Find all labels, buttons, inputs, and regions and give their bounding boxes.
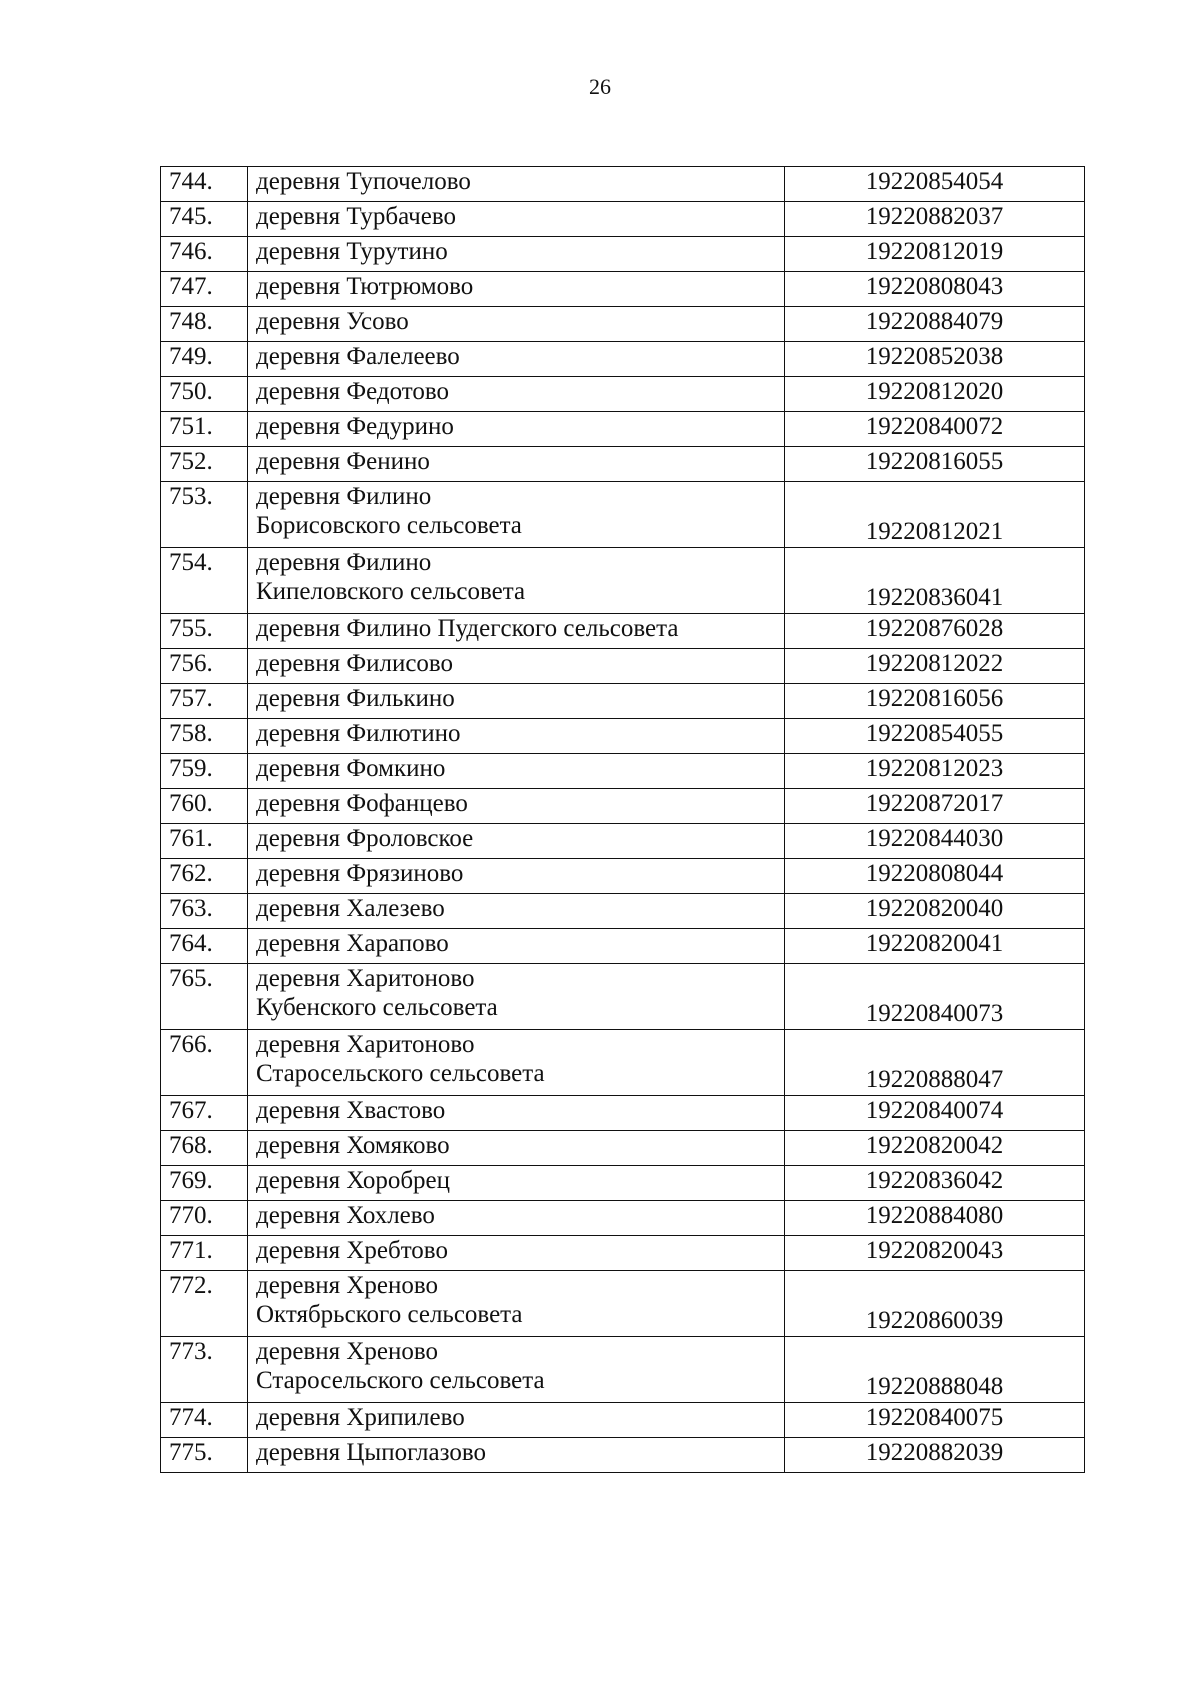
row-number: 774. bbox=[161, 1403, 248, 1438]
oktmo-code: 19220840072 bbox=[785, 412, 1085, 447]
settlement-name-line: деревня Усово bbox=[256, 308, 409, 335]
settlement-name-line: Кипеловского сельсовета bbox=[256, 578, 526, 605]
settlement-name bbox=[248, 824, 785, 859]
settlement-name-line: деревня Филисово bbox=[256, 650, 454, 677]
settlement-name bbox=[248, 1236, 785, 1271]
settlement-name bbox=[248, 684, 785, 719]
row-number: 772. bbox=[161, 1271, 248, 1337]
oktmo-code: 19220812023 bbox=[785, 754, 1085, 789]
settlement-name-line: деревня Харитоново bbox=[256, 1031, 475, 1058]
settlement-name bbox=[248, 1166, 785, 1201]
settlement-name-line: деревня Фенино bbox=[256, 448, 430, 475]
oktmo-code: 19220852038 bbox=[785, 342, 1085, 377]
table-row bbox=[161, 754, 1085, 789]
row-number: 760. bbox=[161, 789, 248, 824]
oktmo-code: 19220854055 bbox=[785, 719, 1085, 754]
settlement-name bbox=[248, 1403, 785, 1438]
settlement-name bbox=[248, 167, 785, 202]
settlement-name bbox=[248, 377, 785, 412]
row-number: 764. bbox=[161, 929, 248, 964]
settlement-name-line: деревня Фофанцево bbox=[256, 790, 468, 817]
table-row bbox=[161, 684, 1085, 719]
settlement-name bbox=[248, 1131, 785, 1166]
row-number: 748. bbox=[161, 307, 248, 342]
settlement-name bbox=[248, 1271, 785, 1337]
settlement-name bbox=[248, 482, 785, 548]
settlement-name bbox=[248, 548, 785, 614]
settlements-table bbox=[160, 166, 1085, 1473]
settlement-name-line: деревня Тютрюмово bbox=[256, 273, 474, 300]
row-number: 758. bbox=[161, 719, 248, 754]
settlement-name-line: деревня Халезево bbox=[256, 895, 445, 922]
row-number: 753. bbox=[161, 482, 248, 548]
settlement-name bbox=[248, 964, 785, 1030]
row-number: 765. bbox=[161, 964, 248, 1030]
oktmo-code: 19220840075 bbox=[785, 1403, 1085, 1438]
settlement-name-line: деревня Филютино bbox=[256, 720, 461, 747]
table-row bbox=[161, 1131, 1085, 1166]
settlement-name bbox=[248, 789, 785, 824]
oktmo-code: 19220836042 bbox=[785, 1166, 1085, 1201]
oktmo-code: 19220888047 bbox=[785, 1030, 1085, 1096]
oktmo-code: 19220812021 bbox=[785, 482, 1085, 548]
row-number: 775. bbox=[161, 1438, 248, 1473]
table-row bbox=[161, 964, 1085, 1030]
row-number: 767. bbox=[161, 1096, 248, 1131]
row-number: 766. bbox=[161, 1030, 248, 1096]
table-row bbox=[161, 1030, 1085, 1096]
row-number: 747. bbox=[161, 272, 248, 307]
settlement-name bbox=[248, 754, 785, 789]
oktmo-code: 19220844030 bbox=[785, 824, 1085, 859]
table-row bbox=[161, 1236, 1085, 1271]
settlement-name bbox=[248, 237, 785, 272]
oktmo-code: 19220876028 bbox=[785, 614, 1085, 649]
table-row bbox=[161, 167, 1085, 202]
settlement-name bbox=[248, 307, 785, 342]
settlement-name-line: деревня Федотово bbox=[256, 378, 449, 405]
table-row bbox=[161, 412, 1085, 447]
table-row bbox=[161, 1337, 1085, 1403]
row-number: 751. bbox=[161, 412, 248, 447]
oktmo-code: 19220816056 bbox=[785, 684, 1085, 719]
settlement-name-line: деревня Филькино bbox=[256, 685, 455, 712]
oktmo-code: 19220812020 bbox=[785, 377, 1085, 412]
settlement-name-line: деревня Фалелеево bbox=[256, 343, 460, 370]
row-number: 752. bbox=[161, 447, 248, 482]
oktmo-code: 19220888048 bbox=[785, 1337, 1085, 1403]
settlement-name-line: деревня Федурино bbox=[256, 413, 454, 440]
settlement-name bbox=[248, 894, 785, 929]
table-row bbox=[161, 1166, 1085, 1201]
oktmo-code: 19220882039 bbox=[785, 1438, 1085, 1473]
settlement-name-line: деревня Хреново bbox=[256, 1272, 439, 1299]
table-row bbox=[161, 824, 1085, 859]
row-number: 749. bbox=[161, 342, 248, 377]
settlement-name-line: деревня Хреново bbox=[256, 1338, 439, 1365]
settlement-name bbox=[248, 719, 785, 754]
oktmo-code: 19220836041 bbox=[785, 548, 1085, 614]
row-number: 768. bbox=[161, 1131, 248, 1166]
settlement-name-line: деревня Турбачево bbox=[256, 203, 456, 230]
settlement-name-line: деревня Хоробрец bbox=[256, 1167, 451, 1194]
oktmo-code: 19220808044 bbox=[785, 859, 1085, 894]
row-number: 762. bbox=[161, 859, 248, 894]
settlement-name bbox=[248, 1201, 785, 1236]
oktmo-code: 19220884079 bbox=[785, 307, 1085, 342]
table-row bbox=[161, 929, 1085, 964]
table-row bbox=[161, 1201, 1085, 1236]
row-number: 744. bbox=[161, 167, 248, 202]
table-row bbox=[161, 1438, 1085, 1473]
oktmo-code: 19220840074 bbox=[785, 1096, 1085, 1131]
table-row bbox=[161, 377, 1085, 412]
oktmo-code: 19220812022 bbox=[785, 649, 1085, 684]
table-row bbox=[161, 789, 1085, 824]
row-number: 750. bbox=[161, 377, 248, 412]
oktmo-code: 19220840073 bbox=[785, 964, 1085, 1030]
row-number: 759. bbox=[161, 754, 248, 789]
settlement-name-line: Октябрьского сельсовета bbox=[256, 1301, 523, 1328]
settlement-name-line: деревня Фомкино bbox=[256, 755, 446, 782]
settlement-name bbox=[248, 614, 785, 649]
oktmo-code: 19220808043 bbox=[785, 272, 1085, 307]
settlement-name bbox=[248, 1030, 785, 1096]
table-row bbox=[161, 1096, 1085, 1131]
settlement-name bbox=[248, 1438, 785, 1473]
table-row bbox=[161, 894, 1085, 929]
settlement-name-line: деревня Цыпоглазово bbox=[256, 1439, 486, 1466]
table-row bbox=[161, 1403, 1085, 1438]
table-row bbox=[161, 272, 1085, 307]
row-number: 770. bbox=[161, 1201, 248, 1236]
settlement-name-line: Кубенского сельсовета bbox=[256, 994, 498, 1021]
row-number: 754. bbox=[161, 548, 248, 614]
table-row bbox=[161, 859, 1085, 894]
oktmo-code: 19220820041 bbox=[785, 929, 1085, 964]
oktmo-code: 19220860039 bbox=[785, 1271, 1085, 1337]
table-row bbox=[161, 649, 1085, 684]
table-row bbox=[161, 614, 1085, 649]
row-number: 763. bbox=[161, 894, 248, 929]
row-number: 773. bbox=[161, 1337, 248, 1403]
table-row bbox=[161, 482, 1085, 548]
table-row bbox=[161, 342, 1085, 377]
row-number: 757. bbox=[161, 684, 248, 719]
settlement-name-line: Борисовского сельсовета bbox=[256, 512, 522, 539]
oktmo-code: 19220882037 bbox=[785, 202, 1085, 237]
oktmo-code: 19220884080 bbox=[785, 1201, 1085, 1236]
settlement-name-line: Старосельского сельсовета bbox=[256, 1367, 545, 1394]
settlement-name-line: деревня Филино bbox=[256, 483, 432, 510]
table-row bbox=[161, 548, 1085, 614]
settlement-name-line: деревня Хвастово bbox=[256, 1097, 446, 1124]
table-row bbox=[161, 202, 1085, 237]
oktmo-code: 19220854054 bbox=[785, 167, 1085, 202]
oktmo-code: 19220872017 bbox=[785, 789, 1085, 824]
page-number: 26 bbox=[589, 74, 611, 99]
row-number: 769. bbox=[161, 1166, 248, 1201]
settlement-name-line: деревня Хохлево bbox=[256, 1202, 435, 1229]
settlement-name bbox=[248, 1337, 785, 1403]
row-number: 761. bbox=[161, 824, 248, 859]
table-row bbox=[161, 237, 1085, 272]
oktmo-code: 19220820043 bbox=[785, 1236, 1085, 1271]
table-body bbox=[161, 167, 1085, 1473]
row-number: 746. bbox=[161, 237, 248, 272]
settlement-name bbox=[248, 859, 785, 894]
settlement-name-line: деревня Тупочелово bbox=[256, 168, 471, 195]
settlement-name bbox=[248, 412, 785, 447]
settlement-name-line: Старосельского сельсовета bbox=[256, 1060, 545, 1087]
settlement-name bbox=[248, 342, 785, 377]
table-row bbox=[161, 307, 1085, 342]
row-number: 745. bbox=[161, 202, 248, 237]
settlement-name bbox=[248, 1096, 785, 1131]
settlement-name bbox=[248, 447, 785, 482]
oktmo-code: 19220820040 bbox=[785, 894, 1085, 929]
settlement-name-line: деревня Филино bbox=[256, 549, 432, 576]
row-number: 756. bbox=[161, 649, 248, 684]
settlement-name-line: деревня Хомяково bbox=[256, 1132, 450, 1159]
oktmo-code: 19220812019 bbox=[785, 237, 1085, 272]
settlement-name-line: деревня Харапово bbox=[256, 930, 449, 957]
table-row bbox=[161, 447, 1085, 482]
settlement-name bbox=[248, 929, 785, 964]
row-number: 755. bbox=[161, 614, 248, 649]
settlement-name-line: деревня Фроловское bbox=[256, 825, 474, 852]
settlement-name bbox=[248, 649, 785, 684]
settlement-name bbox=[248, 202, 785, 237]
table-row bbox=[161, 719, 1085, 754]
oktmo-code: 19220820042 bbox=[785, 1131, 1085, 1166]
settlement-name-line: деревня Харитоново bbox=[256, 965, 475, 992]
settlement-name-line: деревня Филино Пудегского сельсовета bbox=[256, 615, 679, 642]
row-number: 771. bbox=[161, 1236, 248, 1271]
settlement-name-line: деревня Хрипилево bbox=[256, 1404, 465, 1431]
table-row bbox=[161, 1271, 1085, 1337]
settlement-name-line: деревня Фрязиново bbox=[256, 860, 464, 887]
settlement-name-line: деревня Турутино bbox=[256, 238, 448, 265]
oktmo-code: 19220816055 bbox=[785, 447, 1085, 482]
settlement-name bbox=[248, 272, 785, 307]
settlement-name-line: деревня Хребтово bbox=[256, 1237, 448, 1264]
